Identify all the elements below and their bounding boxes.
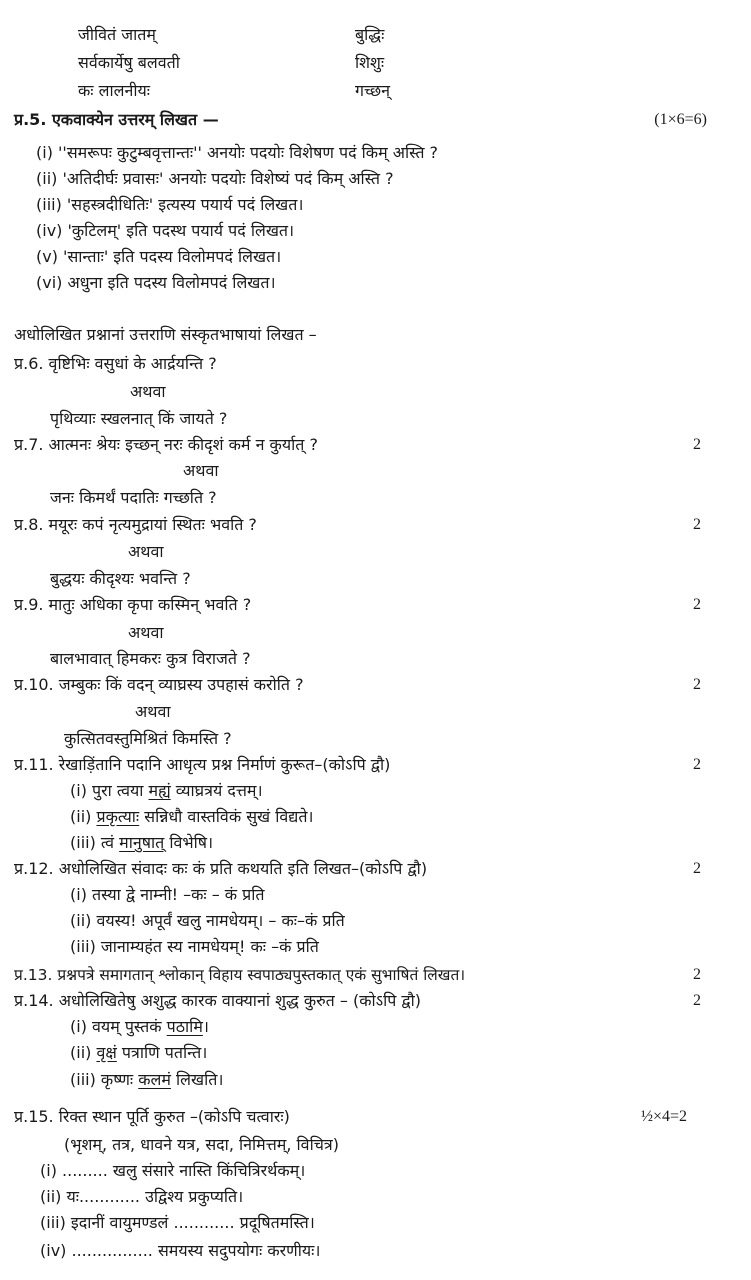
q8-marks: 2 (693, 516, 701, 533)
q14-underlined-2: वृक्षं (96, 1043, 117, 1062)
q14-marks: 2 (693, 992, 701, 1009)
q12-item-3: (iii) जानाम्यहंत स्य नामधेयम्! कः –कं प्रति (70, 937, 319, 956)
q15-item-2: (ii) यः............ उद्विश्य प्रकुप्यति। (40, 1187, 244, 1206)
q5-item-4: (iv) 'कुटिलम्' इति पदस्थ पयार्य पदं लिखत। (36, 221, 295, 240)
q14-item-2: (ii) वृक्षं पत्राणि पतन्ति। (70, 1043, 208, 1062)
q6-or: अथवा (130, 382, 166, 401)
q14-question: प्र.14. अधोलिखितेषु अशुद्ध कारक वाक्यानां शुद्ध कुरुत – (कोऽपि द्वौ) (14, 991, 422, 1010)
q9-marks: 2 (693, 596, 701, 613)
q11-underlined-3: मानुषात् (119, 833, 165, 852)
q7-marks: 2 (693, 436, 701, 453)
q13-marks: 2 (693, 966, 701, 983)
q9-question: प्र.9. मातुः अधिका कृपा कस्मिन् भवति ? (14, 595, 252, 614)
match-left-3: कः लालनीयः (78, 81, 150, 100)
q7-question: प्र.7. आत्मनः श्रेयः इच्छन् नरः कीदृशं कर्म न कुर्यात् ? (14, 435, 318, 454)
q5-item-5: (v) 'सान्ताः' इति पदस्य विलोमपदं लिखत। (36, 247, 282, 266)
match-right-3: गच्छन् (355, 81, 390, 100)
section-intro: अधोलिखित प्रश्नानां उत्तराणि संस्कृतभाषायां लिखत – (14, 325, 317, 344)
q7-or: अथवा (183, 461, 219, 480)
q15-options: (भृशम्, तत्र, धावने यत्र, सदा, निमित्तम्, विचित्र) (64, 1135, 339, 1154)
q13-question: प्र.13. प्रश्नपत्रे समागतान् श्लोकान् विहाय स्वपाठ्यपुस्तकात् एकं सुभाषितं लिखत। (14, 966, 466, 984)
q11-item-3: (iii) त्वं मानुषात् विभेषि। (70, 833, 214, 852)
q11-item-1: (i) पुरा त्वया मह्यं व्याघ्रत्रयं दत्तम्। (70, 781, 263, 800)
q11-marks: 2 (693, 756, 701, 773)
q12-question: प्र.12. अधोलिखित संवादः कः कं प्रति कथयति इति लिखत–(कोऽपि द्वौ) (14, 859, 428, 878)
q14-underlined-3: कलमं (138, 1070, 171, 1089)
q10-alternative: कुत्सितवस्तुमिश्रितं किमस्ति ? (64, 729, 232, 748)
match-left-2: सर्वकार्येषु बलवती (78, 53, 180, 72)
q5-item-2: (ii) 'अतिदीर्घः प्रवासः' अनयोः पदयोः विशेष्यं पदं किम् अस्ति ? (36, 169, 394, 188)
q5-marks: (1×6=6) (654, 111, 707, 128)
q6-question: प्र.6. वृष्टिभिः वसुधां के आर्द्रयन्ति ? (14, 354, 217, 373)
q14-underlined-1: पठामि (166, 1017, 203, 1036)
match-left-1: जीवितं जातम् (78, 25, 156, 44)
match-right-1: बुद्धिः (355, 25, 385, 44)
q12-item-2: (ii) वयस्य! अपूर्वं खलु नामधेयम्। – कः–कं प्रति (70, 911, 345, 930)
q5-title: प्र.5. एकवाक्येन उत्तरम् लिखत — (14, 110, 219, 129)
q7-alternative: जनः किमर्थं पदातिः गच्छति ? (50, 488, 217, 507)
q5-item-6: (vi) अधुना इति पदस्य विलोमपदं लिखत। (36, 273, 276, 292)
q15-marks: ½×4=2 (640, 1108, 687, 1125)
q15-question: प्र.15. रिक्त स्थान पूर्ति कुरुत –(कोऽपि चत्वारः) (14, 1107, 290, 1126)
q11-item-2: (ii) प्रकृत्याः सन्निधौ वास्तविकं सुखं विद्यते। (70, 807, 314, 826)
q9-or: अथवा (128, 623, 164, 642)
q10-or: अथवा (135, 702, 171, 721)
q11-underlined-2: प्रकृत्याः (96, 807, 140, 826)
q6-alternative: पृथिव्याः स्खलनात् किं जायते ? (50, 409, 228, 428)
q15-item-1: (i) ......... खलु संसारे नास्ति किंचित्रिरर्थकम्। (40, 1161, 306, 1180)
match-right-2: शिशुः (355, 53, 385, 72)
q15-item-3: (iii) इदानीं वायुमण्डलं ............ प्रदूषितमस्ति। (40, 1213, 315, 1232)
q9-alternative: बालभावात् हिमकरः कुत्र विराजते ? (50, 649, 251, 668)
q10-question: प्र.10. जम्बुकः किं वदन् व्याघ्रस्य उपहासं करोति ? (14, 675, 304, 694)
q11-underlined-1: मह्यं (148, 781, 171, 800)
q8-or: अथवा (128, 542, 164, 561)
q8-alternative: बुद्धयः कीदृश्यः भवन्ति ? (50, 569, 191, 588)
q14-item-1: (i) वयम् पुस्तकं पठामि। (70, 1017, 209, 1036)
q15-item-4: (iv) ................ समयस्य सदुपयोगः करणीयः। (40, 1241, 321, 1260)
q10-marks: 2 (693, 676, 701, 693)
q5-item-1: (i) ''समरूपः कुटुम्बवृत्तान्तः'' अनयोः पदयोः विशेषण पदं किम् अस्ति ? (36, 143, 439, 162)
q12-item-1: (i) तस्या द्वे नाम्नी! –कः – कं प्रति (70, 885, 265, 904)
q14-item-3: (iii) कृष्णः कलमं लिखति। (70, 1070, 224, 1089)
q11-question: प्र.11. रेखाड़िंतानि पदानि आधृत्य प्रश्न निर्माणं कुरूत–(कोऽपि द्वौ) (14, 755, 391, 774)
q12-marks: 2 (693, 860, 701, 877)
q8-question: प्र.8. मयूरः कपं नृत्यमुद्रायां स्थितः भवति ? (14, 515, 257, 534)
q5-item-3: (iii) 'सहस्त्रदीधितिः' इत्यस्य पयार्य पदं लिखत। (36, 195, 304, 214)
